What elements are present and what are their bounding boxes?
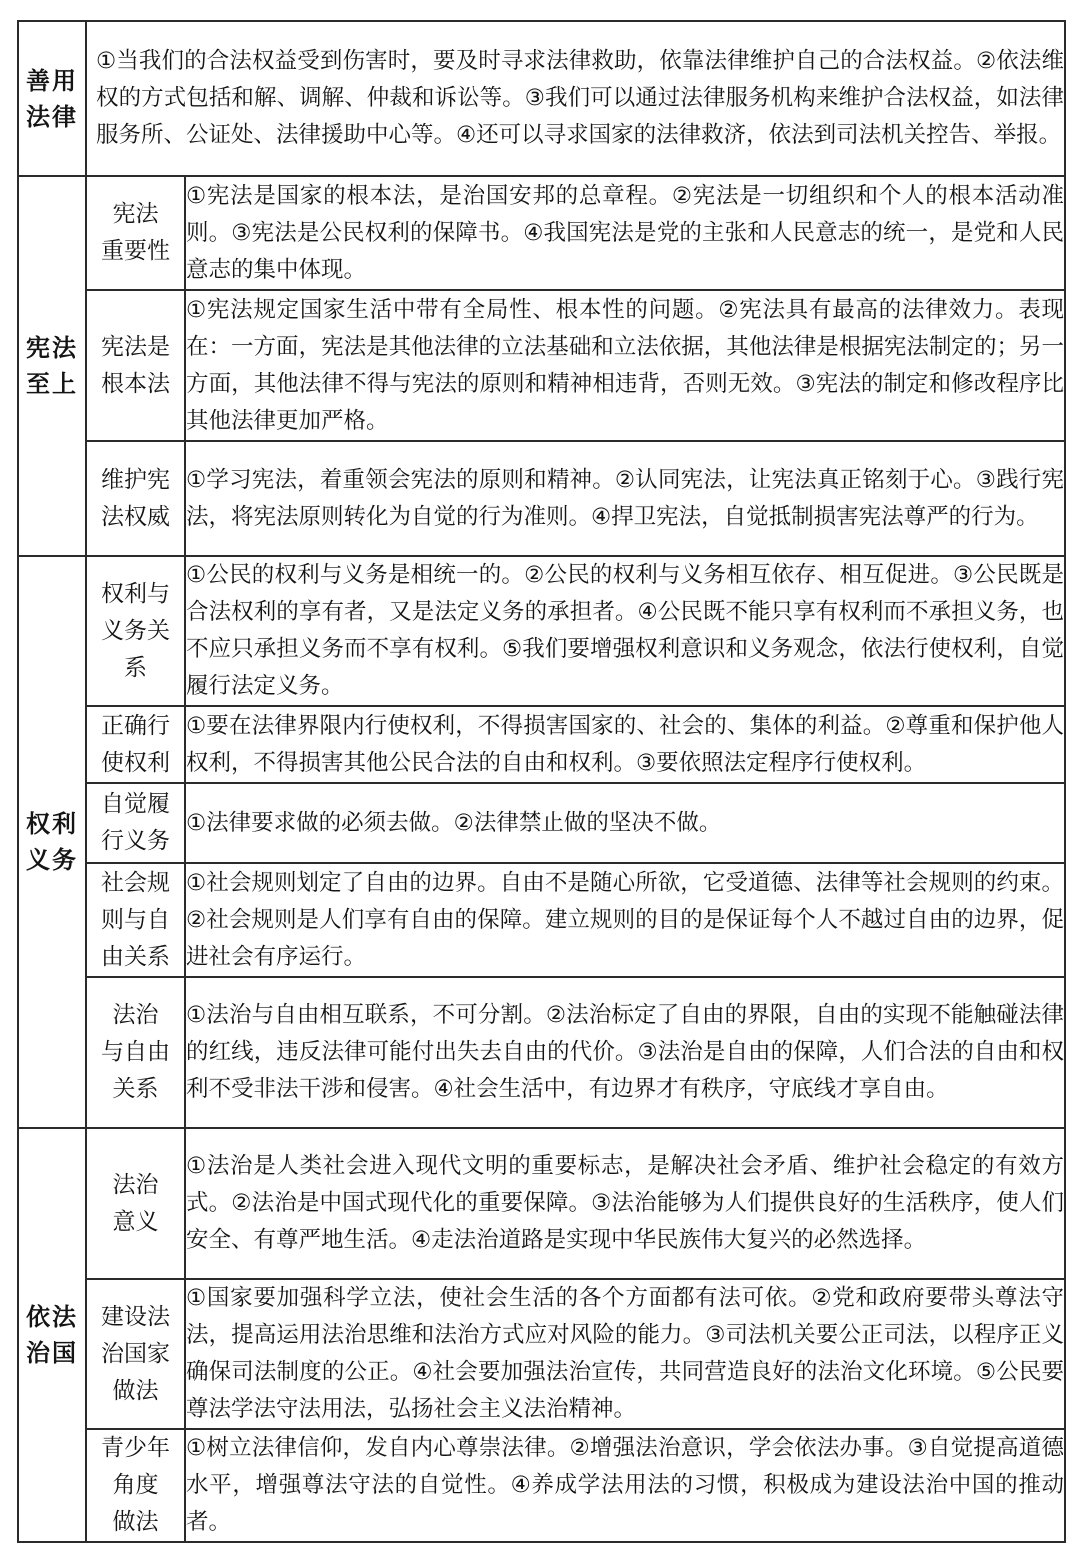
row-content: ①社会规则划定了自由的边界。自由不是随心所欲，它受道德、法律等社会规则的约束。②社会规则是人们享有自由的保障。建立规则的目的是保证每个人不越过自由的边界，促进社会有序运行。 [185, 863, 1065, 977]
row-content: ①当我们的合法权益受到伤害时，要及时寻求法律救助，依靠法律维护自己的合法权益。②依法维权的方式包括和解、调解、仲裁和诉讼等。③我们可以通过法律服务机构来维护合法权益，如法律服务所、公证处、法律援助中心等。④还可以寻求国家的法律救济，依法到司法机关控告、举报。 [86, 21, 1065, 176]
category-label: 善用 法律 [18, 21, 86, 176]
subcategory-label: 自觉履 行义务 [86, 783, 185, 863]
category-label: 宪法 至上 [18, 176, 86, 556]
subcategory-label: 建设法 治国家 做法 [86, 1279, 185, 1429]
table-row [18, 1279, 1065, 1429]
table-row [18, 783, 1065, 863]
subcategory-label: 法治 与自由 关系 [86, 977, 185, 1128]
table-row [18, 290, 1065, 441]
table-row [18, 863, 1065, 977]
table-row [18, 21, 1065, 176]
row-content: ①法治是人类社会进入现代文明的重要标志，是解决社会矛盾、维护社会稳定的有效方式。②法治是中国式现代化的重要保障。③法治能够为人们提供良好的生活秩序，使人们安全、有尊严地生活。④走法治道路是实现中华民族伟大复兴的必然选择。 [185, 1128, 1065, 1279]
subcategory-label: 正确行 使权利 [86, 706, 185, 783]
row-content: ①宪法是国家的根本法，是治国安邦的总章程。②宪法是一切组织和个人的根本活动准则。③宪法是公民权利的保障书。④我国宪法是党的主张和人民意志的统一，是党和人民意志的集中体现。 [185, 176, 1065, 290]
table-row [18, 556, 1065, 706]
category-label: 依法 治国 [18, 1128, 86, 1542]
subcategory-label: 法治 意义 [86, 1128, 185, 1279]
table-row [18, 176, 1065, 290]
table-row [18, 1429, 1065, 1542]
subcategory-label: 权利与 义务关 系 [86, 556, 185, 706]
table-row [18, 1128, 1065, 1279]
row-content: ①国家要加强科学立法，使社会生活的各个方面都有法可依。②党和政府要带头尊法守法，提高运用法治思维和法治方式应对风险的能力。③司法机关要公正司法，以程序正义确保司法制度的公正。④社会要加强法治宣传，共同营造良好的法治文化环境。⑤公民要尊法学法守法用法，弘扬社会主义法治精神。 [185, 1279, 1065, 1429]
row-content: ①法律要求做的必须去做。②法律禁止做的坚决不做。 [185, 783, 1065, 863]
row-content: ①学习宪法，着重领会宪法的原则和精神。②认同宪法，让宪法真正铭刻于心。③践行宪法，将宪法原则转化为自觉的行为准则。④捍卫宪法，自觉抵制损害宪法尊严的行为。 [185, 441, 1065, 556]
category-label: 权利 义务 [18, 556, 86, 1128]
table-row [18, 706, 1065, 783]
row-content: ①法治与自由相互联系，不可分割。②法治标定了自由的界限，自由的实现不能触碰法律的红线，违反法律可能付出失去自由的代价。③法治是自由的保障，人们合法的自由和权利不受非法干涉和侵害。④社会生活中，有边界才有秩序，守底线才享自由。 [185, 977, 1065, 1128]
summary-table [17, 20, 1066, 1543]
subcategory-label: 宪法 重要性 [86, 176, 185, 290]
table-row [18, 977, 1065, 1128]
row-content: ①公民的权利与义务是相统一的。②公民的权利与义务相互依存、相互促进。③公民既是合法权利的享有者，又是法定义务的承担者。④公民既不能只享有权利而不承担义务，也不应只承担义务而不享有权利。⑤我们要增强权利意识和义务观念，依法行使权利，自觉履行法定义务。 [185, 556, 1065, 706]
subcategory-label: 宪法是 根本法 [86, 290, 185, 441]
row-content: ①树立法律信仰，发自内心尊崇法律。②增强法治意识，学会依法办事。③自觉提高道德水平，增强尊法守法的自觉性。④养成学法用法的习惯，积极成为建设法治中国的推动者。 [185, 1429, 1065, 1542]
row-content: ①宪法规定国家生活中带有全局性、根本性的问题。②宪法具有最高的法律效力。表现在：一方面，宪法是其他法律的立法基础和立法依据，其他法律是根据宪法制定的；另一方面，其他法律不得与宪法的原则和精神相违背，否则无效。③宪法的制定和修改程序比其他法律更加严格。 [185, 290, 1065, 441]
row-content: ①要在法律界限内行使权利，不得损害国家的、社会的、集体的利益。②尊重和保护他人权利，不得损害其他公民合法的自由和权利。③要依照法定程序行使权利。 [185, 706, 1065, 783]
table-row [18, 441, 1065, 556]
subcategory-label: 社会规 则与自 由关系 [86, 863, 185, 977]
subcategory-label: 青少年 角度 做法 [86, 1429, 185, 1542]
subcategory-label: 维护宪 法权威 [86, 441, 185, 556]
